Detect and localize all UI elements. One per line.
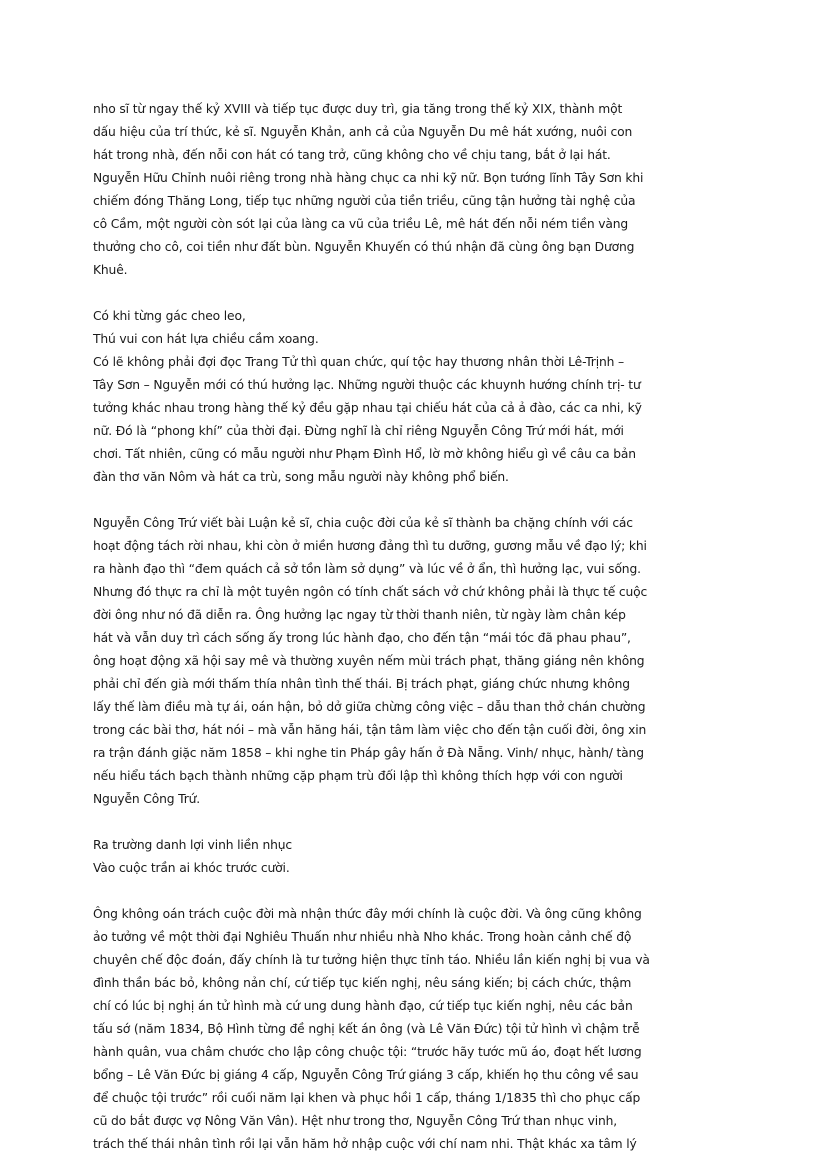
text-line: trách thế thái nhân tình rồi lại vẫn hăm hở nhập cuộc với chí nam nhi. Thật khác xa tâm lý: [93, 1137, 637, 1151]
text-line: phải chỉ đến già mới thấm thía nhân tình thế thái. Bị trách phạt, giáng chức nhưng không: [93, 677, 630, 691]
paragraph: [93, 834, 733, 880]
text-line: hoạt động tách rời nhau, khi còn ở miền hương đảng thì tu dưỡng, gương mẫu về đạo lý; khi: [93, 539, 647, 553]
text-line: Nguyễn Công Trứ viết bài Luận kẻ sĩ, chia cuộc đời của kẻ sĩ thành ba chặng chính với các: [93, 516, 633, 530]
text-line: hành quân, vua châm chước cho lập công chuộc tội: “trước hãy tước mũ áo, đoạt hết lương: [93, 1045, 642, 1059]
text-line: cũ do bắt được vợ Nông Văn Vân). Hệt như trong thơ, Nguyễn Công Trứ than nhục vinh,: [93, 1114, 618, 1128]
text-line: Vào cuộc trần ai khóc trước cười.: [93, 861, 290, 875]
paragraph: [93, 512, 733, 811]
text-line: chiếm đóng Thăng Long, tiếp tục những người của tiền triều, cũng tận hưởng tài nghệ của: [93, 194, 636, 208]
paragraph: [93, 903, 733, 1156]
text-line: nữ. Đó là “phong khí” của thời đại. Đừng nghĩ là chỉ riêng Nguyễn Công Trứ mới hát, mới: [93, 424, 624, 438]
text-line: hát và vẫn duy trì cách sống ấy trong lúc hành đạo, cho đến tận “mái tóc đã phau phau”,: [93, 631, 631, 645]
text-line: chuyên chế độc đoán, đấy chính là tư tưởng hiện thực tỉnh táo. Nhiều lần kiến nghị bị vua và: [93, 953, 650, 967]
text-line: lấy thế làm điều mà tự ái, oán hận, bỏ dở giữa chừng công việc – dẫu than thở chán chường: [93, 700, 646, 714]
document-body: [93, 98, 733, 1156]
text-line: ảo tưởng về một thời đại Nghiêu Thuấn như nhiều nhà Nho khác. Trong hoàn cảnh chế độ: [93, 930, 632, 944]
text-line: thưởng cho cô, coi tiền như đất bùn. Nguyễn Khuyến có thú nhận đã cùng ông bạn Dương: [93, 240, 635, 254]
text-line: ra trận đánh giặc năm 1858 – khi nghe tin Pháp gây hấn ở Đà Nẵng. Vinh/ nhục, hành/ tàng: [93, 746, 644, 760]
text-line: nếu hiểu tách bạch thành những cặp phạm trù đối lập thì không thích hợp với con người: [93, 769, 623, 783]
text-line: đời ông như nó đã diễn ra. Ông hưởng lạc ngay từ thời thanh niên, từ ngày làm chân kép: [93, 608, 626, 622]
text-line: trong các bài thơ, hát nói – mà vẫn hăng hái, tận tâm làm việc cho đến tận cuối đời, ông xin: [93, 723, 647, 737]
text-line: Ông không oán trách cuộc đời mà nhận thức đây mới chính là cuộc đời. Và ông cũng không: [93, 907, 642, 921]
text-line: bổng – Lê Văn Đức bị giáng 4 cấp, Nguyễn Công Trứ giáng 3 cấp, khiến họ thu công về sau: [93, 1068, 639, 1082]
text-line: Có lẽ không phải đợi đọc Trang Tử thì quan chức, quí tộc hay thương nhân thời Lê-Trịnh –: [93, 355, 625, 369]
text-line: Tây Sơn – Nguyễn mới có thú hưởng lạc. Những người thuộc các khuynh hướng chính trị- tư: [93, 378, 641, 392]
text-line: ông hoạt động xã hội say mê và thường xuyên nếm mùi trách phạt, thăng giáng nên không: [93, 654, 645, 668]
text-line: Khuê.: [93, 263, 128, 277]
text-line: hát trong nhà, đến nỗi con hát có tang trở, cũng không cho về chịu tang, bắt ở lại hát.: [93, 148, 611, 162]
paragraph-gap: [93, 811, 733, 834]
paragraph-gap: [93, 282, 733, 305]
text-line: Nguyễn Hữu Chỉnh nuôi riêng trong nhà hàng chục ca nhi kỹ nữ. Bọn tướng lĩnh Tây Sơn khi: [93, 171, 644, 185]
text-line: Có khi từng gác cheo leo,: [93, 309, 246, 323]
text-line: dấu hiệu của trí thức, kẻ sĩ. Nguyễn Khản, anh cả của Nguyễn Du mê hát xướng, nuôi con: [93, 125, 633, 139]
text-line: đàn thơ văn Nôm và hát ca trù, song mẫu người này không phổ biến.: [93, 470, 509, 484]
text-line: Nguyễn Công Trứ.: [93, 792, 201, 806]
text-line: tấu sớ (năm 1834, Bộ Hình từng đề nghị kết án ông (và Lê Văn Đức) tội tử hình vì chậm trễ: [93, 1022, 640, 1036]
paragraph: [93, 305, 733, 489]
text-line: nho sĩ từ ngay thế kỷ XVIII và tiếp tục được duy trì, gia tăng trong thế kỷ XIX, thành một: [93, 102, 623, 116]
text-line: chơi. Tất nhiên, cũng có mẫu người như Phạm Đình Hổ, lờ mờ không hiểu gì về câu ca bản: [93, 447, 636, 461]
text-line: tưởng khác nhau trong hàng thế kỷ đều gặp nhau tại chiếu hát của cả ả đào, các ca nhi, kỹ: [93, 401, 642, 415]
text-line: ra hành đạo thì “đem quách cả sở tồn làm sở dụng” và lúc về ở ẩn, thì hưởng lạc, vui sống.: [93, 562, 641, 576]
text-line: Ra trường danh lợi vinh liền nhục: [93, 838, 293, 852]
text-line: cô Cầm, một người còn sót lại của làng ca vũ của triều Lê, mê hát đến nỗi ném tiền vàng: [93, 217, 629, 231]
text-line: Thú vui con hát lựa chiều cầm xoang.: [93, 332, 319, 346]
text-line: chí có lúc bị nghị án tử hình mà cứ ung dung hành đạo, cứ tiếp tục kiến nghị, nêu các bản: [93, 999, 633, 1013]
paragraph-gap: [93, 880, 733, 903]
paragraph-gap: [93, 489, 733, 512]
text-line: đình thần bác bỏ, không nản chí, cứ tiếp tục kiến nghị, nêu sáng kiến; bị cách chức, thậm: [93, 976, 632, 990]
text-line: để chuộc tội trước” rồi cuối năm lại khen và phục hồi 1 cấp, tháng 1/1835 thì cho phục cấp: [93, 1091, 641, 1105]
paragraph: [93, 98, 733, 282]
text-line: Nhưng đó thực ra chỉ là một tuyên ngôn có tính chất sách vở chứ không phải là thực tế cuộc: [93, 585, 648, 599]
